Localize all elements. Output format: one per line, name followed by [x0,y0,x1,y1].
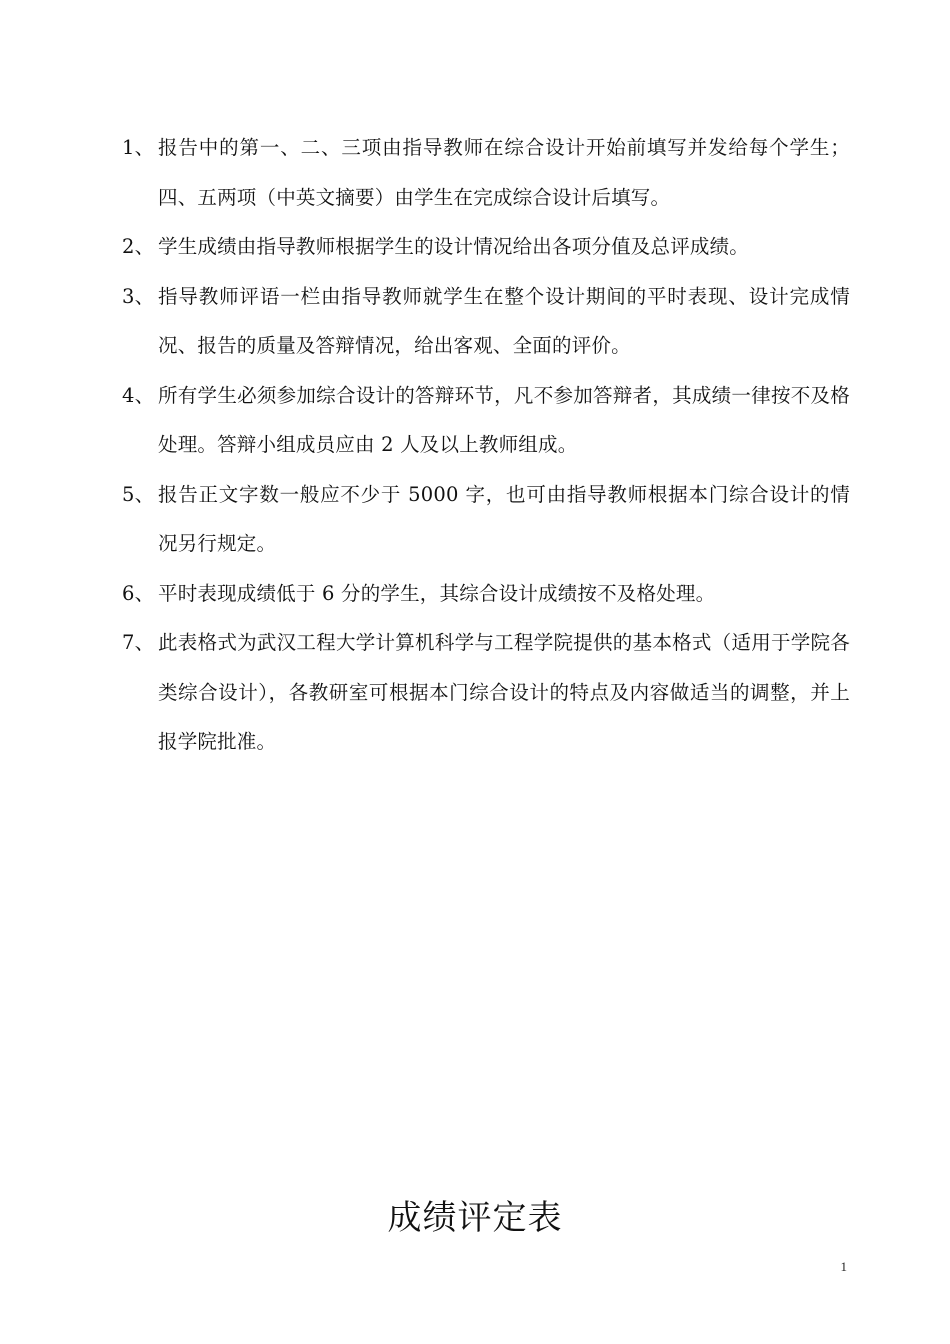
instruction-number: 3、 [122,284,155,308]
instruction-item-5 [122,470,850,569]
instruction-text: 指导教师评语一栏由指导教师就学生在整个设计期间的平时表现、设计完成情况、报告的质量及答辩情况，给出客观、全面的评价。 [158,284,850,357]
instruction-number: 6、 [122,581,155,605]
instruction-item-7 [122,618,850,767]
instruction-item-3 [122,272,850,371]
instruction-text: 平时表现成绩低于 6 分的学生，其综合设计成绩按不及格处理。 [158,581,716,605]
instruction-number: 4、 [122,383,155,407]
instruction-text: 学生成绩由指导教师根据学生的设计情况给出各项分值及总评成绩。 [158,235,750,258]
instruction-text: 所有学生必须参加综合设计的答辩环节，凡不参加答辩者，其成绩一律按不及格处理。答辩小组成员应由 2 人及以上教师组成。 [158,383,850,456]
instruction-list [122,123,850,767]
page-number: 1 [840,1259,847,1274]
instruction-item-2 [122,222,850,272]
instruction-item-1 [122,123,850,222]
instruction-number: 2、 [122,235,155,258]
instruction-number: 5、 [122,482,155,506]
section-title: 成绩评定表 [387,1198,563,1238]
instruction-text: 报告中的第一、二、三项由指导教师在综合设计开始前填写并发给每个学生；四、五两项（中英文摘要）由学生在完成综合设计后填写。 [158,136,850,209]
instruction-number: 1、 [122,136,155,159]
instruction-text: 此表格式为武汉工程大学计算机科学与工程学院提供的基本格式（适用于学院各类综合设计），各教研室可根据本门综合设计的特点及内容做适当的调整，并上报学院批准。 [158,631,850,753]
instruction-item-6 [122,569,850,619]
instruction-number: 7、 [122,631,155,654]
instruction-text: 报告正文字数一般应不少于 5000 字，也可由指导教师根据本门综合设计的情况另行规定。 [158,482,850,555]
instruction-item-4 [122,371,850,470]
